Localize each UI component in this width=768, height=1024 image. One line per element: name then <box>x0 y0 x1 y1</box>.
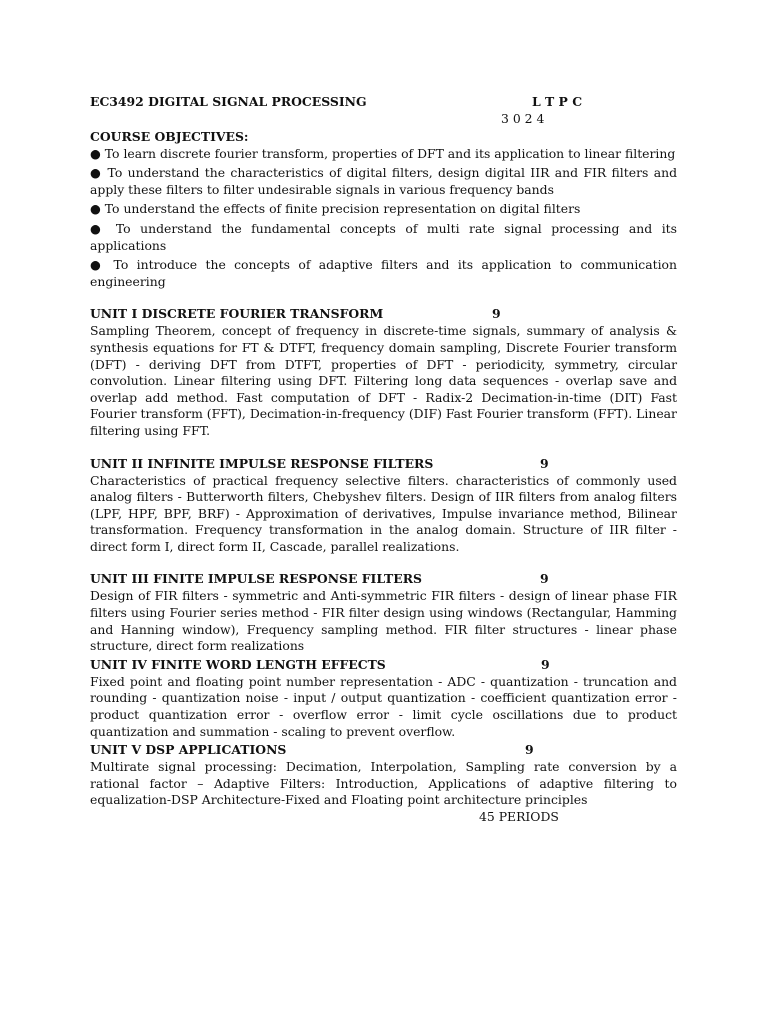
unit-header <box>90 306 677 323</box>
objectives-list <box>90 146 677 291</box>
unit-header <box>90 456 677 473</box>
unit-title: UNIT IV FINITE WORD LENGTH EFFECTS <box>90 656 386 672</box>
unit-hours: 9 <box>540 571 549 587</box>
unit-header <box>90 742 677 759</box>
syllabus-document <box>90 94 677 826</box>
total-periods-row <box>90 809 677 826</box>
ltpc-label: L T P C <box>532 94 583 109</box>
unit-section <box>90 571 677 654</box>
objective-item: ● To understand the fundamental concepts of multi rate signal processing and its applications <box>90 220 677 253</box>
unit-hours: 9 <box>525 742 534 758</box>
unit-header <box>90 657 677 674</box>
unit-section <box>90 742 677 809</box>
unit-title: UNIT II INFINITE IMPULSE RESPONSE FILTERS <box>90 455 434 471</box>
unit-title: UNIT I DISCRETE FOURIER TRANSFORM <box>90 306 384 322</box>
course-header <box>90 94 677 111</box>
unit-hours: 9 <box>541 656 550 672</box>
ltpc-row <box>90 111 677 128</box>
objective-item: ● To understand the effects of finite precision representation on digital filters <box>90 201 581 217</box>
objectives-heading: COURSE OBJECTIVES: <box>90 129 249 144</box>
unit-body: Sampling Theorem, concept of frequency in discrete-time signals, summary of analysis & synthesis equations for FT & DTFT, frequency domain sampling, Discrete Fourier transform (DFT) - deriving DFT from DTFT, properties of DFT - periodicity, symmetry, circular convolution. Linear filtering using DFT. Filtering long data sequences - overlap save and overlap add method. Fast computation of DFT - Radix-2 Decimation-in-time (DIT) Fast Fourier transform (FFT), Decimation-in-frequency (DIF) Fast Fourier transform (FFT). Linear filtering using FFT. <box>90 323 677 438</box>
unit-section <box>90 306 677 439</box>
course-title: EC3492 DIGITAL SIGNAL PROCESSING <box>90 94 367 109</box>
unit-title: UNIT III FINITE IMPULSE RESPONSE FILTERS <box>90 571 422 587</box>
unit-body: Multirate signal processing: Decimation, Interpolation, Sampling rate conversion by a rational factor – Adaptive Filters: Introduction, Applications of adaptive filtering to equalization-DSP Architecture-Fixed and Floating point architecture principles <box>90 759 677 808</box>
unit-body: Fixed point and floating point number representation - ADC - quantization - truncation and rounding - quantization noise - input / output quantization - coefficient quantization error - product quantization error - overflow error - limit cycle oscillations due to product quantization and summation - scaling to prevent overflow. <box>90 673 677 739</box>
unit-section <box>90 657 677 740</box>
unit-body: Design of FIR filters - symmetric and Anti-symmetric FIR filters - design of linear phase FIR filters using Fourier series method - FIR filter design using windows (Rectangular, Hamming and Hanning window), Frequency sampling method. FIR filter structures - linear phase structure, direct form realizations <box>90 588 677 654</box>
unit-section <box>90 456 677 556</box>
total-periods: 45 PERIODS <box>479 809 559 824</box>
unit-title: UNIT V DSP APPLICATIONS <box>90 742 287 758</box>
unit-body: Characteristics of practical frequency selective filters. characteristics of commonly used analog filters - Butterworth filters, Chebyshev filters. Design of IIR filters from analog filters (LPF, HPF, BPF, BRF) - Approximation of derivatives, Impulse invariance method, Bilinear transformation. Frequency transformation in the analog domain. Structure of IIR filter - direct form I, direct form II, Cascade, parallel realizations. <box>90 472 677 554</box>
unit-hours: 9 <box>492 306 501 322</box>
objective-item: ● To understand the characteristics of digital filters, design digital IIR and FIR filters and apply these filters to filter undesirable signals in various frequency bands <box>90 165 677 197</box>
unit-hours: 9 <box>540 455 549 471</box>
objective-item: ● To introduce the concepts of adaptive filters and its application to communication engineering <box>90 257 677 289</box>
ltpc-values: 3 0 2 4 <box>501 111 545 126</box>
unit-header <box>90 571 677 588</box>
objective-item: ● To learn discrete fourier transform, properties of DFT and its application to linear filtering <box>90 145 676 161</box>
